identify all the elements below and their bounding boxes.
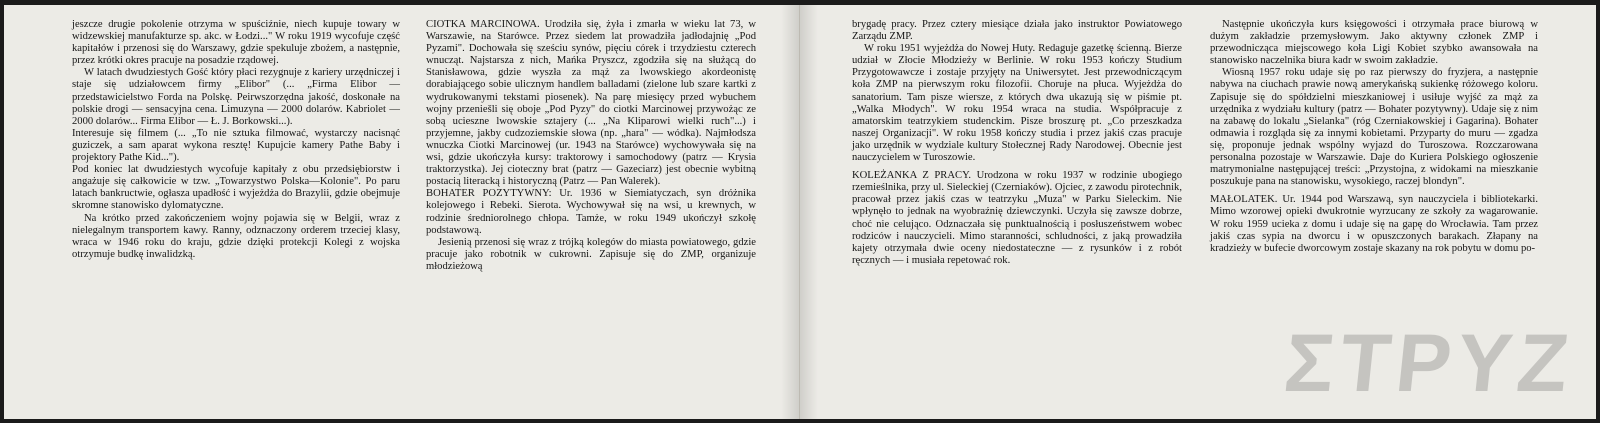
entry-ciotka-marcinowa: CIOTKA MARCINOWA. Urodziła się, żyła i zmarła w wieku lat 73, w Warszawie, na Starówce. Przez siedem lat prowadziła jadłodajnię „Pod Pyzami". Dochowała się sześciu synów, pięciu córek i trzydziestu czterech wnucząt. Najstarsza z nich, Mańka Pryszcz, zgodziła się na służącą do Stanisławowa, gdzie wyszła za mąż za lwowskiego akordeonistę dorabiającego sobie ulicznym handlem balladami (zielone lub szare kartki z wydrukowanymi tekstami piosenek). Na parę miesięcy przed wybuchem wojny przeniešli się oboje „Pod Pyzy" do ciotki Marcinowej przywożąc ze sobą ucieszne lwowskie sztajery (... „Na Kliparowi wielki ruch"...) i przyjemne, jakby cudzoziemskie słowa (np. „hara" — wódka). Najmłodsza wnuczka Ciotki Marcinowej (ur. 1943 na Starówce) wychowywała się na wsi, gdzie ukończyła kursy: traktorowy i samochodowy (patrz — Krysia traktorzystka). Jej cioteczny brat (patrz — Gazeciarz) jest obecnie wybitną postacią literacką i historyczną (Patrz — Pan Walerek). xyxy=(426,19,756,188)
paragraph: Pod koniec lat dwudziestych wycofuje kapitały z obu przedsiębiorstw i angażuje się całkowicie w tzw. „Towarzystwo Polska—Kolonie". Po paru latach bankructwie, ogłasza upadłość i wyjeżdża do Brazylii, gdzie obejmuje skromne stanowisko dylomatyczne. xyxy=(72,164,400,212)
text-column-2 xyxy=(426,19,756,273)
right-page xyxy=(800,5,1596,419)
left-page xyxy=(4,5,800,419)
paragraph: W roku 1951 wyjeżdża do Nowej Huty. Redaguje gazetkę ścienną. Bierze udział w Złocie Młodzieży w Berlinie. W roku 1953 kończy Studium Przygotowawcze i zostaje przyjęty na Uniwersytet. Jest przewodniczącym koła ZMP na pierwszym roku filozofii. Choruje na płuca. Wyjeżdża do sanatorium. Tam pisze wiersze, z których dwa ukazują się w piśmie pt. „Walka Młodych". W roku 1954 wraca na studia. Współpracuje z amatorskim teatrzykiem studenckim. Pisze broszurę pt. „Co przeszkadza naszej Organizacji". W roku 1958 kończy studia i przez jakiś czas pracuje jako urzędnik w wydziale kultury Stołecznej Rady Narodowej. Obecnie jest nauczycielem w Turoszowie. xyxy=(852,43,1182,164)
text-column-4 xyxy=(1210,19,1538,255)
text-column-3 xyxy=(852,19,1182,267)
entry-bohater-pozytywny: BOHATER POZYTYWNY: Ur. 1936 w Siemiatyczach, syn dróżnika kolejowego i Rebeki. Sierota. Wychowywał się na wsi, u krewnych, w rodzinie średniorolnego chłopa. Tamże, w roku 1949 ukończył szkołę podstawową. xyxy=(426,188,756,236)
booklet-spread xyxy=(4,5,1596,419)
paragraph: Jesienią przenosi się wraz z trójką kolegów do miasta powiatowego, gdzie pracuje jako robotnik w cukrowni. Zapisuje się do ZMP, organizuje młodzieżową xyxy=(426,236,756,272)
watermark-logo: ΣΤΡΥΖ xyxy=(1280,318,1579,409)
paragraph: W latach dwudziestych Gość który płaci rezygnuje z kariery urzędniczej i staje się udziałowcem firmy „Elibor" (... „Firma Elibor — przedstawicielstwo Forda na Polskę. Peirwszorzędna jakość, doskonałe na polskie drogi — sensacyjna cena. Limuzyna — 2000 dolarów. Kabriolet — 2000 dolarów... Firma Elibor — Ł. J. Borkowski...). xyxy=(72,67,400,127)
paragraph: Interesuje się filmem (... „To nie sztuka filmować, wystarczy nacisnąć guziczek, a sam aparat wykona resztę! Kupujcie kamery Pathe Baby i projektory Pathe Kid..."). xyxy=(72,127,400,164)
entry-kolezanka-z-pracy: KOLEŻANKA Z PRACY. Urodzona w roku 1937 w rodzinie ubogiego rzemieślnika, przy ul. Sieleckiej (Czerniaków). Ojciec, z zawodu pirotechnik, pracował przez jakiś czas w teatrzyku „Muza" w Parku Sieleckim. Nie wpłynęło to jednak na wyobraźnię dziewczynki. Uczyła się zawsze dobrze, choć nie celująco. Odznaczała się punktualnością i posłuszeństwem wobec rodziców i nauczycieli. Mimo staranności, schludności, z jaką prowadziła kajety otrzymała dwie oceny niedostateczne — z rysunków i z robót ręcznych — i musiała repetować rok. xyxy=(852,170,1182,266)
paragraph: Następnie ukończyła kurs księgowości i otrzymała prace biurową w dużym zakładzie przemysłowym. Jako aktywny członek ZMP i przewodnicząca miejscowego koła Ligi Kobiet szybko awansowała na stanowisko naczelnika biura kadr w swoim zakładzie. xyxy=(1210,19,1538,67)
paragraph: Na krótko przed zakończeniem wojny pojawia się w Belgii, wraz z nielegalnym transportem kawy. Ranny, odznaczony orderem trzeciej klasy, wraca w 1946 roku do kraju, gdzie dzięki protekcji Kolegi z wojska otrzymuje budkę inwalidzką. xyxy=(72,212,400,260)
entry-malolatek: MAŁOLATEK. Ur. 1944 pod Warszawą, syn nauczyciela i bibliotekarki. Mimo wzorowej opieki dwukrotnie wyrzucany ze szkoły za wagarowanie. W roku 1959 ucieka z domu i udaje się na gapę do Wrocławia. Tam przez jakiś czas sypia na dworcu i w opuszczonych barakach. Złapany na kradzieży w bufecie dworcowym zostaje skazany na rok pobytu w domu po- xyxy=(1210,194,1538,254)
paragraph: brygadę pracy. Przez cztery miesiące działa jako instruktor Powiatowego Zarządu ZMP. xyxy=(852,19,1182,43)
paragraph: Wiosną 1957 roku udaje się po raz pierwszy do fryzjera, a następnie nabywa na ciuchach prawie nową amerykańską sukienkę różowego koloru. Zapisuje się do spółdzielni mieszkaniowej i usiłuje wyjść za mąż za urzędnika z wydziału kultury (patrz — Bohater pozytywny). Udaje się z nim na zabawę do lokalu „Sielanka" (róg Czerniakowskiej i Gagarina). Bohater odmawia i rozgląda się za innymi kobietami. Przyparty do muru — zgadza się, proponuje jednak wspólny wyjazd do Turoszowa. Rozczarowana personalna pozostaje w Warszawie. Daje do Kuriera Polskiego ogłoszenie matrymonialne następującej treści: „Przystojna, z widokami na mieszkanie poszukuje pana na stanowisku, wysokiego, raczej blondyn". xyxy=(1210,67,1538,188)
paragraph: jeszcze drugie pokolenie otrzyma w spuściźnie, niech kupuje towary w widzewskiej manufakturze sp. akc. w Łodzi..." W roku 1919 wycofuje część kapitałów i przenosi się do Warszawy, gdzie spekuluje zbożem, a następnie, przez krótki okres pracuje na posadzie rządowej. xyxy=(72,19,400,67)
text-column-1 xyxy=(72,19,400,261)
